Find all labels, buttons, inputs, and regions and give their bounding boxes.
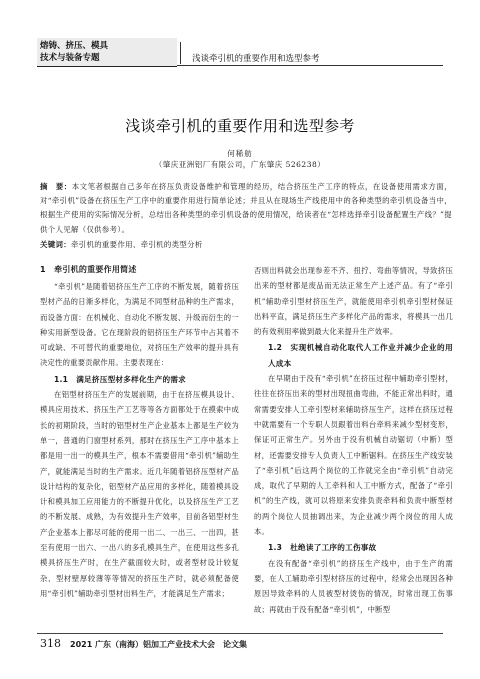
header-rule	[177, 65, 443, 66]
section-1-3-title: 杜绝读了工序的工伤事故	[290, 543, 377, 553]
section-1-3-number: 1.3	[268, 543, 283, 553]
author-name: 何稀舫	[227, 149, 253, 158]
section-1-heading: 1 牵引机的重要作用简述	[40, 265, 137, 274]
running-title: 浅谈牵引机的重要作用和选型参考	[192, 54, 320, 64]
section-1-3-paragraph: 在没有配备“牵引机”的挤压生产线中，由于生产的需要，在人工辅助牵引型材挤压的过程中，经常会出现因各种原因导致牵料的人员被型材烫伤的情况，时常出现工伤事故；再就由于没有配备“牵引机”，中断型	[254, 558, 453, 614]
keywords	[40, 238, 452, 252]
section-1-1-heading	[40, 372, 239, 387]
conference-name: 2021 广东（南海）铝加工产业技术大会 论文集	[70, 640, 248, 649]
section-1-1-number: 1.1	[54, 374, 69, 384]
section-1-3-heading	[254, 540, 453, 555]
section-1-2-title: 实现机械自动化取代人工作业并减少企业的用人成本	[268, 343, 453, 368]
section-1-1-paragraph: 在铝型材挤压生产的发展前期，由于在挤压模具设计、模具应用技术、挤压生产工艺等等各方面都处于在摸索中成长的初期阶段，当时的铝型材生产企业基本上都是生产较为单一，普通的门窗型材系列，那时在挤压生产工序中基本上都是用一出一的模具生产，根本不需要借用“牵引机”辅助生产，就能满足当时的生产需求。近几年随着铝挤压型材产品设计结构的复杂化，铝型材产品应用的多样化，随着模具设计和模具加工应用能力的不断提升优化，以及挤压生产工艺的不断发展、成熟，为有效提升生产效率，目前各铝型材生产企业基本上都尽可能的使用一出二、一出三、一出四，甚至有使用一出六、一出八的多孔模具生产，在使用这些多孔模具挤压生产时，在生产截面较大时，或者型材设计较复杂、型材壁厚较薄等等情况的挤压生产时，就必须配备使用“牵引机”辅助牵引型材出料生产，才能满足生产需求；	[40, 390, 239, 598]
author-affiliation: （肇庆亚洲铝厂有限公司，广东肇庆 526238）	[154, 160, 326, 169]
section-1-1-continued: 否则出料就会出现参差不齐、扭拧、弯曲等情况，导致挤压出来的型材都是废品而无法正常生产上述产品。有了“牵引机”辅助牵引型材挤压生产，就能使用牵引机牵引型材保证出料平直，满足挤压生产多样化产品的需求，将模具一出几的有效利用率做到最大化来提升生产效率。	[254, 266, 453, 337]
left-column	[40, 262, 239, 601]
journal-section-name	[40, 40, 150, 64]
section-1-2-number: 1.2	[268, 343, 283, 353]
right-column	[254, 263, 453, 617]
header-divider	[180, 42, 181, 64]
journal-line-1: 熔铸、挤压、模具	[40, 41, 109, 51]
section-1-2-heading	[254, 340, 453, 371]
paper-title: 浅谈牵引机的重要作用和选型参考	[125, 117, 355, 135]
abstract-text: 本文笔者根据自己多年在挤压负责设备维护和管理的经历，结合挤压生产工序的特点，在设备使用需求方面，对“牵引机”设备在挤压生产工序中的重要作用进行简单论述；并且从在现场生产线使用中的各种类型的牵引机设备当中，根据生产使用的实际情况分析，总结出各种类型的牵引机设备的使用情况，给读者在“怎样选择牵引设备配置生产线？”提供个人见解（仅供参考）。	[40, 182, 452, 234]
keywords-label: 关键词：	[40, 240, 71, 249]
section-1-paragraph: “牵引机”是随着铝挤压生产工序的不断发展，随着挤压型材产品的日渐多样化，为满足不同型材品种的生产需求，而设备方面：在机械化、自动化不断发展、升级而衍生的一种实用新型设备。它在现阶段的铝挤压生产环节中占其着不可或缺、不可替代的重要地位，对挤压生产效率的提升具有决定性的重要贡献作用。主要表现在：	[40, 282, 239, 368]
journal-line-2: 技术与装备专题	[40, 53, 100, 63]
section-1-1-title: 满足挤压型材多样化生产的需求	[76, 374, 187, 384]
abstract	[40, 180, 452, 237]
section-1-2-paragraph: 在早期由于没有“牵引机”在挤压过程中辅助牵引型材，往往在挤压出来的型材出现扭曲弯曲，不能正常出料时，通常需要安排人工牵引型材来辅助挤压生产，这样在挤压过程中就需要有一个专职人员跟着出料台牵料来减少型材变形，保证可正常生产。另外由于没有机械自动锯切（中断）型材，还需要安排专人负责人工中断锯料。在挤压生产线安装了“牵引机”后这两个岗位的工作就完全由“牵引机”自动完成，取代了早期的人工牵料和人工中断方式，配备了“牵引机”的生产线，就可以将原来安排负责牵料和负责中断型材的两个岗位人员抽调出来，为企业减少两个岗位的用人成本。	[254, 374, 453, 537]
abstract-label: 摘 要：	[40, 182, 72, 191]
keywords-text: 牵引机的重要作用、牵引机的类型分析	[70, 240, 203, 249]
footer-rule	[37, 633, 443, 634]
page-number: 318	[40, 637, 61, 650]
